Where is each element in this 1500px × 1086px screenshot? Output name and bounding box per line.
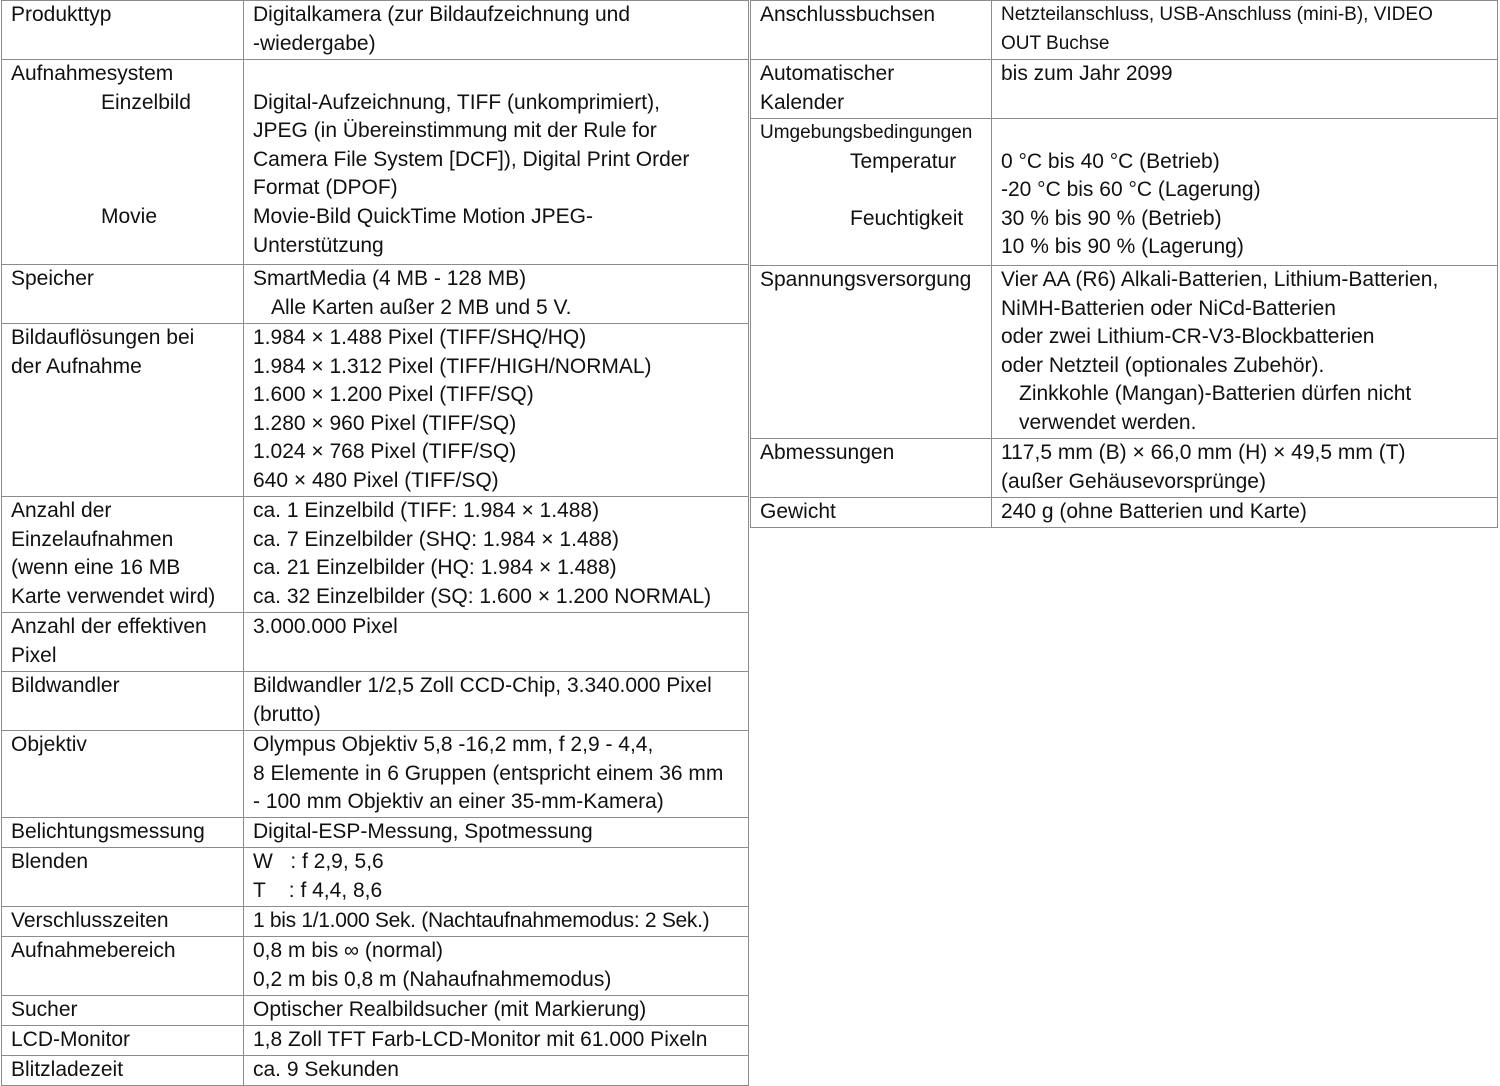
spec-value: W : f 2,9, 5,6 T : f 4,4, 8,6	[244, 848, 749, 907]
spec-value: 3.000.000 Pixel	[244, 613, 749, 672]
spec-row-blitzladezeit	[2, 1056, 749, 1086]
spec-row-sucher	[2, 996, 749, 1026]
spec-value: 117,5 mm (B) × 66,0 mm (H) × 49,5 mm (T) (außer Gehäusevorsprünge)	[992, 439, 1498, 498]
spec-value: Olympus Objektiv 5,8 -16,2 mm, f 2,9 - 4,4, 8 Elemente in 6 Gruppen (entspricht einem 36 mm - 100 mm Objektiv an einer 35-mm-Kamera)	[244, 731, 749, 818]
spec-label: Aufnahmesystem Einzelbild Movie	[2, 60, 244, 265]
spec-row-objektiv	[2, 731, 749, 818]
spec-row-belichtungsmessung	[2, 818, 749, 848]
spec-value: SmartMedia (4 MB - 128 MB) Alle Karten außer 2 MB und 5 V.	[244, 265, 749, 324]
spec-label: Blenden	[2, 848, 244, 907]
spec-row-spannungsversorgung	[751, 266, 1498, 439]
spec-value: Optischer Realbildsucher (mit Markierung)	[244, 996, 749, 1026]
spec-row-abmessungen	[751, 439, 1498, 498]
spec-value: Digitalkamera (zur Bildaufzeichnung und -wiedergabe)	[244, 1, 749, 60]
spec-row-gewicht	[751, 498, 1498, 528]
spec-row-verschlusszeiten	[2, 907, 749, 937]
spec-row-kalender	[751, 60, 1498, 119]
spec-value: Digital-ESP-Messung, Spotmessung	[244, 818, 749, 848]
spec-value: 1.984 × 1.488 Pixel (TIFF/SHQ/HQ) 1.984 × 1.312 Pixel (TIFF/HIGH/NORMAL) 1.600 × 1.200 Pixel (TIFF/SQ) 1.280 × 960 Pixel (TIFF/SQ) 1.024 × 768 Pixel (TIFF/SQ) 640 × 480 Pixel (TIFF/SQ)	[244, 324, 749, 497]
spec-value: 240 g (ohne Batterien und Karte)	[992, 498, 1498, 528]
spec-row-blenden	[2, 848, 749, 907]
spec-label: Bildauflösungen bei der Aufnahme	[2, 324, 244, 497]
spec-label: LCD-Monitor	[2, 1026, 244, 1056]
spec-label: Gewicht	[751, 498, 992, 528]
spec-row-effektive-pixel	[2, 613, 749, 672]
spec-table-left	[1, 0, 749, 1086]
spec-row-lcd-monitor	[2, 1026, 749, 1056]
spec-label: Blitzladezeit	[2, 1056, 244, 1086]
spec-label: Bildwandler	[2, 672, 244, 731]
spec-row-produkttyp	[2, 1, 749, 60]
spec-table-right	[750, 0, 1498, 528]
spec-value: Digital-Aufzeichnung, TIFF (unkomprimiert), JPEG (in Übereinstimmung mit der Rule for Camera File System [DCF]), Digital Print Order Format (DPOF) Movie-Bild QuickTime Motion JPEG- Unterstützung	[244, 60, 749, 265]
spec-label: Aufnahmebereich	[2, 937, 244, 996]
spec-value: bis zum Jahr 2099	[992, 60, 1498, 119]
spec-label: Umgebungsbedingungen Temperatur Feuchtigkeit	[751, 119, 992, 266]
spec-label: Anzahl der Einzelaufnahmen (wenn eine 16 MB Karte verwendet wird)	[2, 497, 244, 613]
spec-row-anschlussbuchsen	[751, 1, 1498, 60]
spec-label: Spannungsversorgung	[751, 266, 992, 439]
spec-value: Netzteilanschluss, USB-Anschluss (mini-B), VIDEO OUT Buchse	[992, 1, 1498, 60]
spec-row-bildaufloesungen	[2, 324, 749, 497]
spec-label: Belichtungsmessung	[2, 818, 244, 848]
spec-label: Speicher	[2, 265, 244, 324]
spec-label: Abmessungen	[751, 439, 992, 498]
spec-label: Anzahl der effektiven Pixel	[2, 613, 244, 672]
spec-row-umgebungsbedingungen	[751, 119, 1498, 266]
spec-value: 0,8 m bis ∞ (normal) 0,2 m bis 0,8 m (Nahaufnahmemodus)	[244, 937, 749, 996]
spec-label: Sucher	[2, 996, 244, 1026]
spec-value: 0 °C bis 40 °C (Betrieb) -20 °C bis 60 °C (Lagerung) 30 % bis 90 % (Betrieb) 10 % bis 90 % (Lagerung)	[992, 119, 1498, 266]
spec-value: ca. 1 Einzelbild (TIFF: 1.984 × 1.488) ca. 7 Einzelbilder (SHQ: 1.984 × 1.488) ca. 21 Einzelbilder (HQ: 1.984 × 1.488) ca. 32 Einzelbilder (SQ: 1.600 × 1.200 NORMAL)	[244, 497, 749, 613]
spec-value: ca. 9 Sekunden	[244, 1056, 749, 1086]
spec-row-speicher	[2, 265, 749, 324]
spec-row-aufnahmesystem	[2, 60, 749, 265]
spec-label: Produkttyp	[2, 1, 244, 60]
spec-row-bildwandler	[2, 672, 749, 731]
spec-row-einzelaufnahmen	[2, 497, 749, 613]
spec-value: Vier AA (R6) Alkali-Batterien, Lithium-Batterien, NiMH-Batterien oder NiCd-Batterien oder zwei Lithium-CR-V3-Blockbatterien oder Netzteil (optionales Zubehör). Zinkkohle (Mangan)-Batterien dürfen nicht verwendet werden.	[992, 266, 1498, 439]
spec-label: Anschlussbuchsen	[751, 1, 992, 60]
spec-label: Objektiv	[2, 731, 244, 818]
spec-value: 1 bis 1/1.000 Sek. (Nachtaufnahmemodus: 2 Sek.)	[244, 907, 749, 937]
spec-value: 1,8 Zoll TFT Farb-LCD-Monitor mit 61.000 Pixeln	[244, 1026, 749, 1056]
spec-label: Automatischer Kalender	[751, 60, 992, 119]
spec-row-aufnahmebereich	[2, 937, 749, 996]
spec-value: Bildwandler 1/2,5 Zoll CCD-Chip, 3.340.000 Pixel (brutto)	[244, 672, 749, 731]
spec-label: Verschlusszeiten	[2, 907, 244, 937]
